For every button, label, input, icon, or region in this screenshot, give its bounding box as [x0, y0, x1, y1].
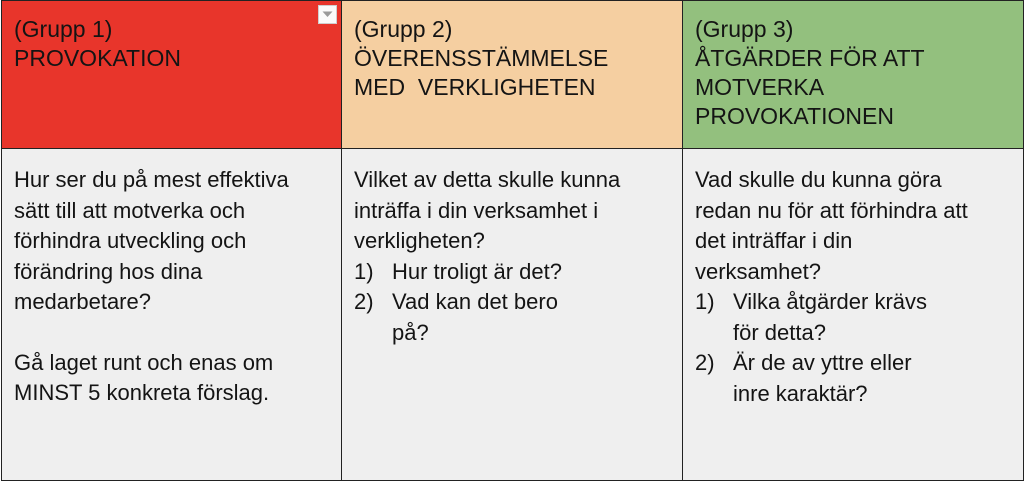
- text-line: förhindra utveckling och: [14, 228, 247, 253]
- group-title: ÖVERENSSTÄMMELSE: [354, 45, 609, 71]
- body-cell-group-2[interactable]: [342, 149, 683, 481]
- group-title: PROVOKATION: [14, 45, 181, 71]
- group-label: (Grupp 2): [354, 16, 453, 42]
- group-title: PROVOKATIONEN: [695, 103, 894, 129]
- chevron-down-icon: [322, 11, 333, 18]
- text-line: sätt till att motverka och: [14, 197, 246, 223]
- body-cell-group-1[interactable]: [2, 149, 342, 481]
- header-cell-group-2[interactable]: [342, 1, 683, 149]
- list-item: [354, 257, 670, 288]
- cell-dropdown-button[interactable]: [318, 5, 337, 24]
- body-cell-group-3[interactable]: [683, 149, 1024, 481]
- list-number: 2): [354, 289, 374, 314]
- text-line: Vad kan det bero: [392, 289, 558, 314]
- text-line: medarbetare?: [14, 289, 151, 314]
- text-line: Vilka åtgärder krävs: [733, 289, 928, 314]
- list-number: 1): [354, 258, 374, 284]
- text-line: på?: [392, 319, 429, 345]
- list-number: 2): [695, 350, 715, 375]
- group-table: [1, 0, 1024, 481]
- text-line: inträffa i din verksamhet i: [354, 197, 599, 223]
- text-line: Vilket av detta skulle kunna: [354, 167, 621, 192]
- text-line: MINST 5 konkreta förslag.: [14, 380, 270, 405]
- text-line: förändring hos dina: [14, 258, 203, 284]
- list-item: [695, 348, 1011, 409]
- list-item-text: [392, 287, 558, 348]
- question-text: [354, 165, 670, 257]
- text-line: Gå laget runt och enas om: [14, 349, 274, 375]
- list-item-text: [392, 257, 562, 288]
- text-line: verkligheten?: [354, 228, 485, 253]
- text-line: Vad skulle du kunna göra: [695, 167, 942, 192]
- list-item-text: [733, 287, 927, 348]
- list-item-text: [733, 348, 912, 409]
- question-text: [14, 165, 329, 318]
- group-label: (Grupp 3): [695, 16, 794, 42]
- numbered-list: [695, 287, 1011, 409]
- list-number: 1): [695, 289, 715, 314]
- text-line: Är de av yttre eller: [733, 350, 912, 375]
- header-cell-group-1[interactable]: [2, 1, 342, 149]
- list-item: [695, 287, 1011, 348]
- question-text: [695, 165, 1011, 287]
- text-line: inre karaktär?: [733, 380, 868, 406]
- group-title: MED VERKLIGHETEN: [354, 74, 596, 100]
- text-line: verksamhet?: [695, 258, 821, 284]
- group-title: ÅTGÄRDER FÖR ATT: [695, 45, 925, 71]
- list-item: [354, 287, 670, 348]
- body-row: [2, 149, 1024, 481]
- text-line: Hur troligt är det?: [392, 258, 562, 284]
- instruction-text: [14, 348, 329, 409]
- text-line: för detta?: [733, 319, 826, 345]
- header-row: [2, 1, 1024, 149]
- text-line: Hur ser du på mest effektiva: [14, 167, 289, 192]
- header-cell-group-3[interactable]: [683, 1, 1024, 149]
- group-label: (Grupp 1): [14, 16, 113, 42]
- numbered-list: [354, 257, 670, 349]
- group-title: MOTVERKA: [695, 74, 825, 100]
- text-line: det inträffar i din: [695, 228, 853, 253]
- text-line: redan nu för att förhindra att: [695, 197, 968, 223]
